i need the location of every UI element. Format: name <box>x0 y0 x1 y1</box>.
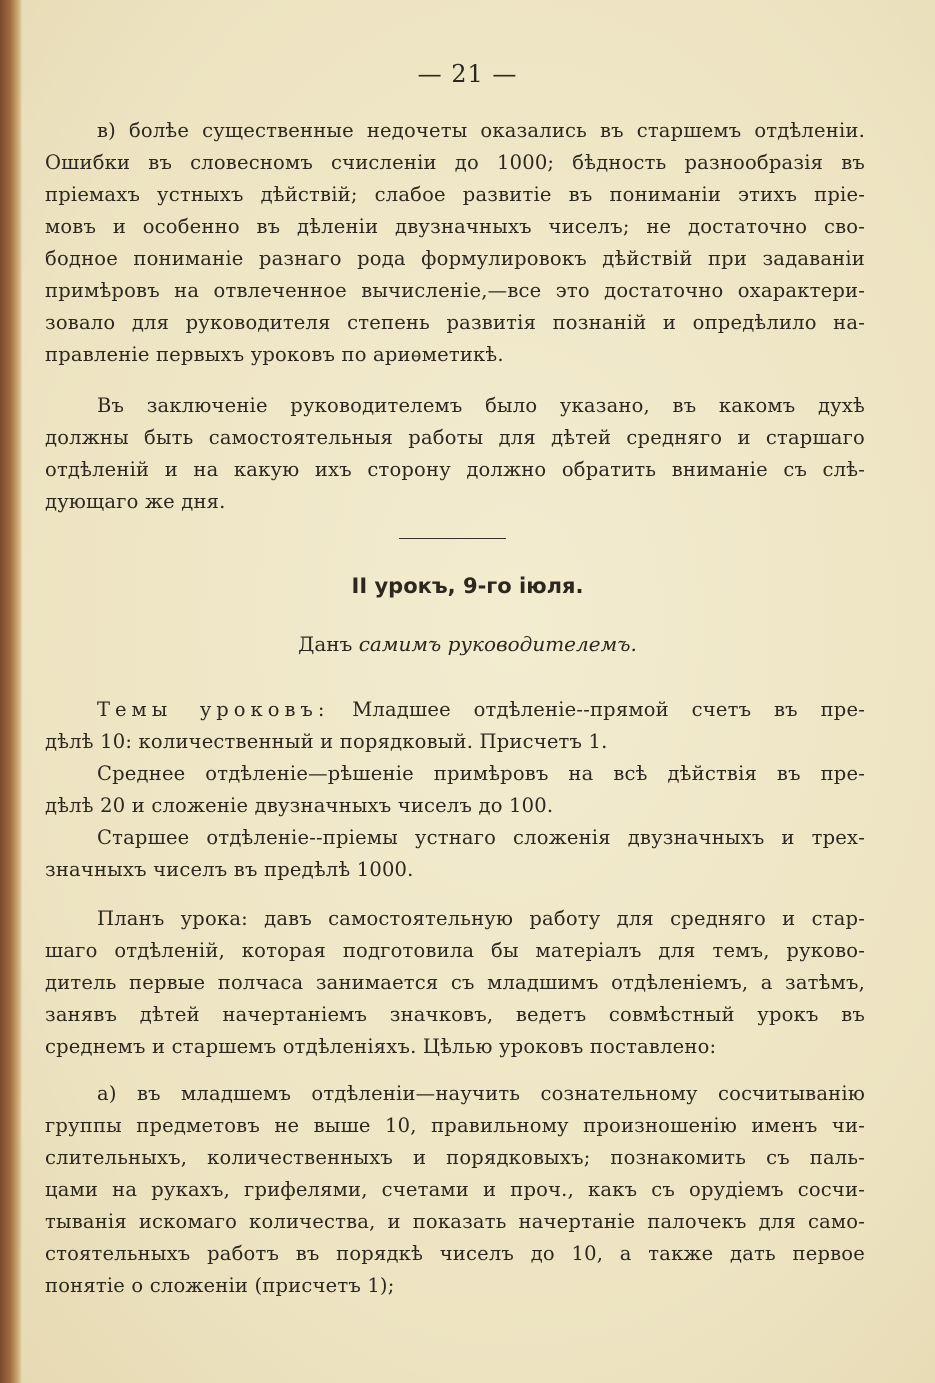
themes-middle <box>45 758 865 822</box>
text-line: отдѣленій и на какую ихъ сторону должно обратить вниманіе съ слѣ- <box>45 458 865 481</box>
text-line: в) болѣе существенные недочеты оказались въ старшемъ отдѣленіи. <box>97 119 865 142</box>
given-by-line <box>0 632 935 656</box>
text-line: должны быть самостоятельныя работы для дѣтей средняго и старшаго <box>45 426 865 449</box>
text-line: бодное пониманіе разнаго рода формулировокъ дѣйствій при задаваніи <box>45 247 865 270</box>
page-number: — 21 — <box>417 60 518 88</box>
text-line <box>45 694 865 726</box>
text-line: значныхъ чиселъ въ предѣлѣ 1000. <box>45 858 414 881</box>
text-line: Ошибки въ словесномъ счисленіи до 1000; бѣдность разнообразія въ <box>45 151 865 174</box>
themes-senior <box>45 822 865 886</box>
text-line: примѣровъ на отвлеченное вычисленіе,—все это достаточно охарактери- <box>45 279 865 302</box>
themes-junior-text: Младшее отдѣленіе--прямой счетъ въ пре- <box>352 698 865 721</box>
text-line: тыванія искомаго количества, и показать начертаніе палочекъ для само- <box>45 1210 865 1233</box>
text-line: Старшее отдѣленіе--пріемы устнаго сложенія двузначныхъ и трех- <box>97 826 865 849</box>
paragraph-conclusion <box>45 390 865 518</box>
text-line: дующаго же дня. <box>45 490 226 513</box>
text-line: слительныхъ, количественныхъ и порядковыхъ; познакомить съ паль- <box>45 1146 865 1169</box>
given-by-italic: самимъ руководителемъ. <box>358 632 637 656</box>
themes-label: Темы уроковъ: <box>97 698 330 721</box>
text-line: среднемъ и старшемъ отдѣленіяхъ. Цѣлью уроковъ поставлено: <box>45 1035 717 1058</box>
text-line: Среднее отдѣленіе—рѣшеніе примѣровъ на всѣ дѣйствія въ пре- <box>97 762 865 785</box>
themes-junior <box>45 694 865 758</box>
text-line: дитель первые полчаса занимается съ младшимъ отдѣленіемъ, а затѣмъ, <box>45 971 865 994</box>
text-line: стоятельныхъ работъ въ порядкѣ чиселъ до 10, а также дать первое <box>45 1242 865 1265</box>
text-line: Въ заключеніе руководителемъ было указано, въ какомъ духѣ <box>97 394 865 417</box>
text-line: а) въ младшемъ отдѣленіи—научить сознательному сосчитыванію <box>97 1082 865 1105</box>
text-line: цами на рукахъ, грифелями, счетами и проч., какъ съ орудіемъ сосчи- <box>45 1178 865 1201</box>
text-line: шаго отдѣленій, которая подготовила бы матеріалъ для темъ, руково- <box>45 939 865 962</box>
text-line: мовъ и особенно въ дѣленіи двузначныхъ чиселъ; не достаточно сво- <box>45 215 865 238</box>
text-line: группы предметовъ не выше 10, правильному произношенію именъ чи- <box>45 1114 865 1137</box>
text-line: дѣлѣ 20 и сложеніе двузначныхъ чиселъ до 100. <box>45 794 554 817</box>
lesson-plan <box>45 903 865 1063</box>
text-line: Планъ урока: давъ самостоятельную работу для средняго и стар- <box>97 907 865 930</box>
text-line: зовало для руководителя степень развитія познаній и опредѣлило на- <box>45 311 865 334</box>
text-line: дѣлѣ 10: количественный и порядковый. Присчетъ 1. <box>45 730 608 753</box>
text-line: занявъ дѣтей начертаніемъ значковъ, ведетъ совмѣстный урокъ въ <box>45 1003 865 1026</box>
text-line: пріемахъ устныхъ дѣйствій; слабое развитіе въ пониманіи этихъ пріе- <box>45 183 865 206</box>
text-line: правленіе первыхъ уроковъ по ариѳметикѣ. <box>45 343 504 366</box>
text-line: понятіе о сложеніи (присчетъ 1); <box>45 1274 395 1297</box>
paragraph-v <box>45 115 865 371</box>
lesson-heading: II урокъ, 9-го іюля. <box>351 574 584 598</box>
section-divider <box>399 538 506 539</box>
paragraph-a <box>45 1078 865 1302</box>
given-by-prefix: Данъ <box>298 632 353 656</box>
book-spine-edge <box>0 0 22 1383</box>
